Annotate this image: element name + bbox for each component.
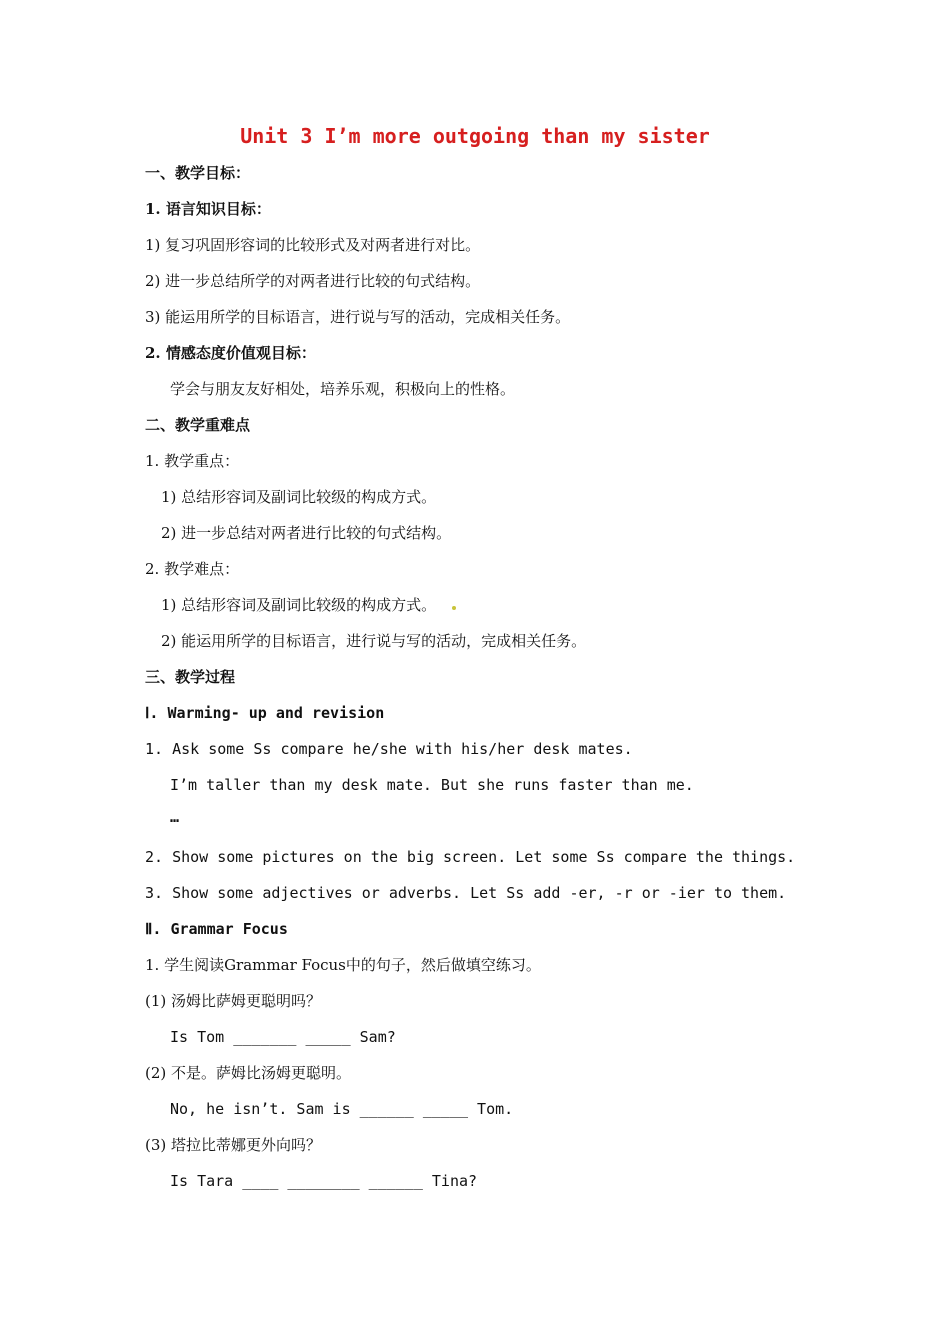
exercise-prompt: (3) 塔拉比蒂娜更外向吗？ — [145, 1136, 322, 1154]
list-item: 1) 总结形容词及副词比较级的构成方式。 — [161, 596, 437, 614]
list-item: 1. 学生阅读Grammar Focus中的句子，然后做填空练习。 — [145, 956, 541, 974]
exercise-prompt: (2) 不是。萨姆比汤姆更聪明。 — [145, 1064, 352, 1082]
list-item: 2) 能运用所学的目标语言，进行说与写的活动，完成相关任务。 — [161, 632, 587, 650]
list-item: 2) 进一步总结所学的对两者进行比较的句式结构。 — [145, 272, 481, 290]
subheading-warming-up: Ⅰ. Warming- up and revision — [145, 704, 385, 722]
subheading-difficult-point: 2. 教学难点： — [145, 560, 240, 578]
section-heading-key-points: 二、教学重难点 — [145, 416, 251, 434]
list-item: 1) 复习巩固形容词的比较形式及对两者进行对比。 — [145, 236, 481, 254]
exercise-blank: Is Tara ____ ________ ______ Tina? — [170, 1172, 478, 1190]
exercise-prompt: (1) 汤姆比萨姆更聪明吗？ — [145, 992, 322, 1010]
exercise-blank: No, he isn’t. Sam is ______ _____ Tom. — [170, 1100, 514, 1118]
list-item: 2) 进一步总结对两者进行比较的句式结构。 — [161, 524, 452, 542]
example-sentence: I’m taller than my desk mate. But she runs faster than me. — [170, 776, 694, 794]
ellipsis: … — [170, 808, 180, 826]
document-title: Unit 3 I’m more outgoing than my sister — [240, 124, 710, 148]
stray-mark — [452, 606, 456, 610]
subheading-grammar-focus: Ⅱ. Grammar Focus — [145, 920, 288, 938]
section-heading-process: 三、教学过程 — [145, 668, 236, 686]
list-item: 2. Show some pictures on the big screen. Let some Ss compare the things. — [145, 848, 796, 866]
subheading-language-knowledge: 1. 语言知识目标： — [145, 200, 271, 218]
list-item: 3) 能运用所学的目标语言，进行说与写的活动，完成相关任务。 — [145, 308, 571, 326]
list-item: 1. Ask some Ss compare he/she with his/her desk mates. — [145, 740, 633, 758]
list-item: 3. Show some adjectives or adverbs. Let Ss add -er, -r or -ier to them. — [145, 884, 787, 902]
section-heading-objectives: 一、教学目标： — [145, 164, 251, 182]
subheading-attitude-values: 2. 情感态度价值观目标： — [145, 344, 316, 362]
subheading-key-point: 1. 教学重点： — [145, 452, 240, 470]
paragraph: 学会与朋友友好相处，培养乐观，积极向上的性格。 — [170, 380, 516, 398]
list-item: 1) 总结形容词及副词比较级的构成方式。 — [161, 488, 437, 506]
exercise-blank: Is Tom _______ _____ Sam? — [170, 1028, 396, 1046]
